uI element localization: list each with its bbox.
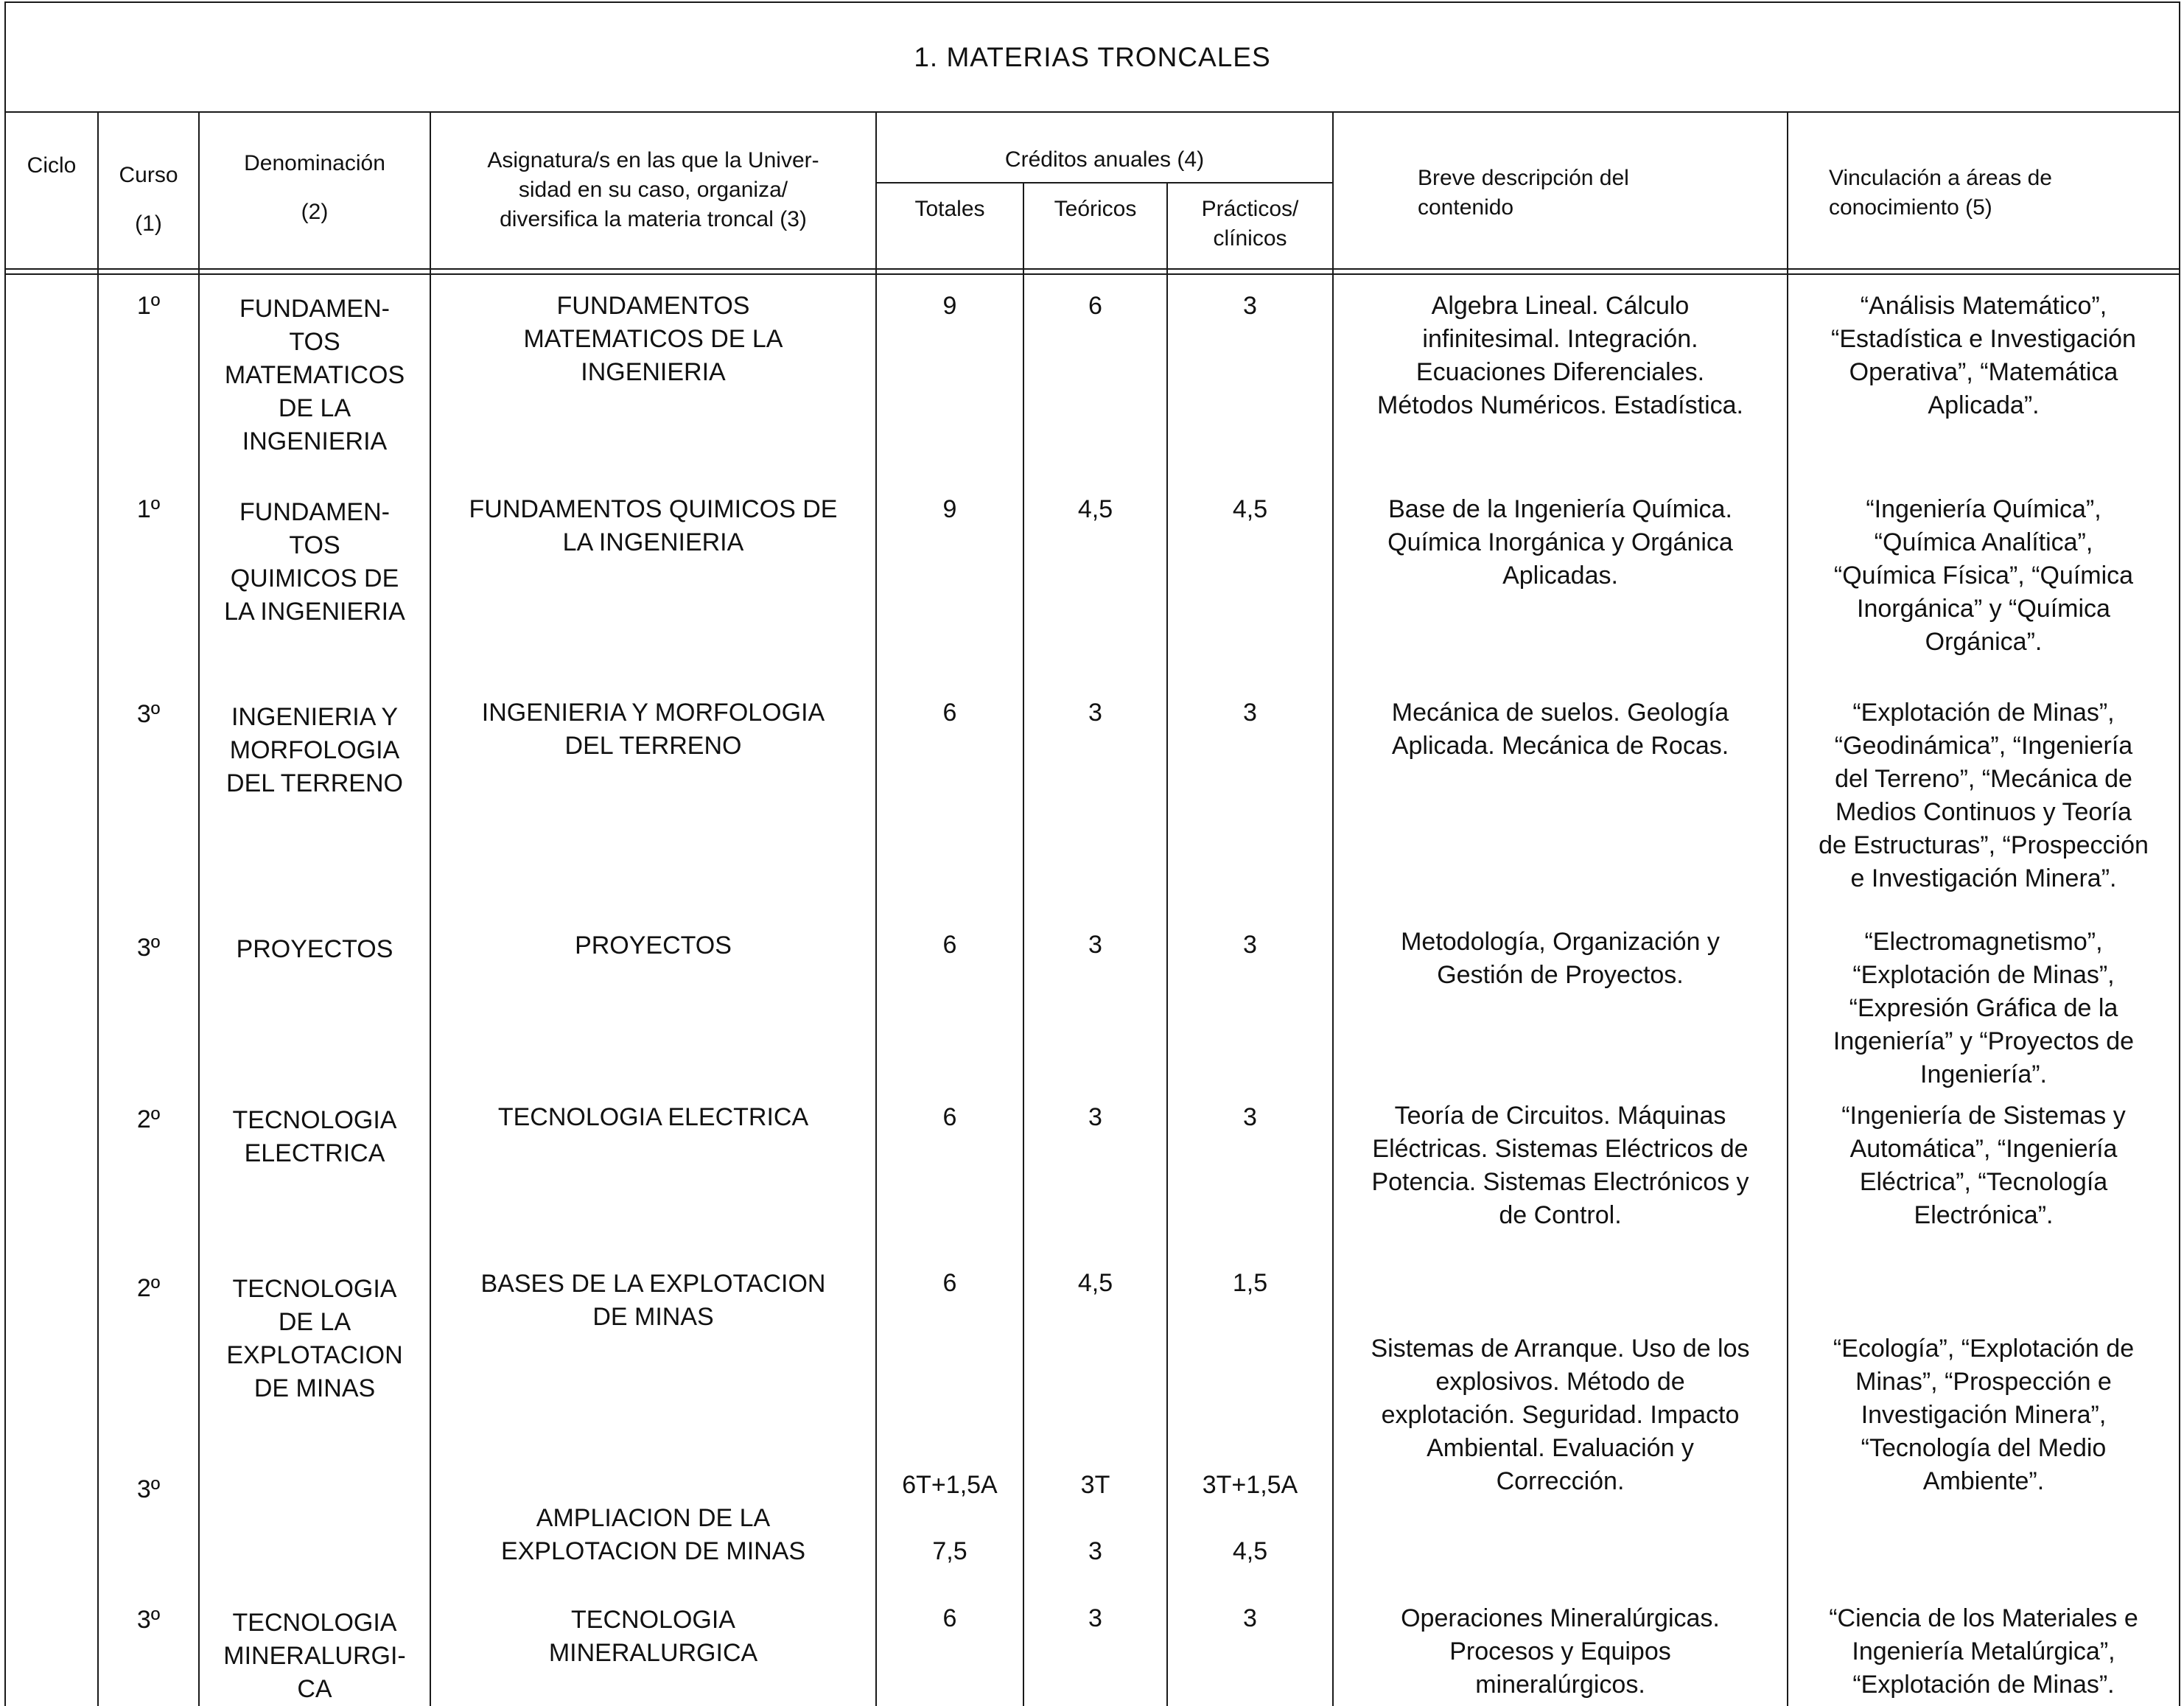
- cell-totales-sub: 6T+1,5A: [902, 1471, 998, 1499]
- cell-practicos-sub: 3T+1,5A: [1202, 1471, 1298, 1499]
- cell-practicos: 3: [1243, 931, 1257, 959]
- header-ciclo: Ciclo: [27, 153, 77, 178]
- cell-asignatura: TECNOLOGIA ELECTRICA: [497, 1103, 809, 1131]
- cell-teoricos: 6: [1088, 292, 1102, 320]
- cell-descripcion: Teoría de Circuitos. Máquinas Eléctricas. Sistemas Eléctricos de Potencia. Sistemas Electrónicos y de Control.: [1371, 1102, 1749, 1229]
- table-top-border: [4, 1, 2180, 3]
- cell-practicos: 3: [1243, 699, 1257, 727]
- cell-asignatura: FUNDAMENTOS MATEMATICOS DE LA INGENIERIA: [523, 292, 783, 386]
- cell-denominacion: PROYECTOS: [236, 935, 393, 963]
- cell-denominacion: TECNOLOGIA DE LA EXPLOTACION DE MINAS: [226, 1275, 403, 1402]
- cell-descripcion: Base de la Ingeniería Química. Química Inorgánica y Orgánica Aplicadas.: [1387, 495, 1733, 590]
- cell-teoricos-sub: 3T: [1080, 1471, 1110, 1499]
- cell-curso-sub: 3º: [136, 1475, 161, 1503]
- cell-curso: 1º: [136, 292, 161, 320]
- cell-totales: 9: [942, 495, 957, 523]
- cell-teoricos: 3: [1088, 1103, 1102, 1131]
- table-right-border: [2179, 1, 2180, 1706]
- cell-teoricos: 3: [1088, 1604, 1102, 1632]
- cell-asignatura: INGENIERIA Y MORFOLOGIA DEL TERRENO: [481, 699, 825, 760]
- cell-curso: 2º: [136, 1105, 161, 1133]
- cell-teoricos-sub2: 3: [1088, 1537, 1102, 1565]
- cell-descripcion: Metodología, Organización y Gestión de Proyectos.: [1401, 928, 1720, 989]
- cell-practicos: 4,5: [1232, 495, 1268, 523]
- cell-teoricos: 3: [1088, 699, 1102, 727]
- cell-teoricos: 4,5: [1077, 495, 1113, 523]
- cell-descripcion: Operaciones Mineralúrgicas. Procesos y Equipos mineralúrgicos.: [1401, 1604, 1720, 1699]
- cell-practicos: 3: [1243, 1604, 1257, 1632]
- cell-totales: 9: [942, 292, 957, 320]
- cell-totales: 6: [942, 1604, 957, 1632]
- cell-descripcion: Mecánica de suelos. Geología Aplicada. Mecánica de Rocas.: [1391, 699, 1729, 760]
- header-denominacion: Denominación (2): [244, 151, 385, 224]
- cell-denominacion: FUNDAMEN- TOS QUIMICOS DE LA INGENIERIA: [224, 498, 405, 626]
- cell-practicos-sub2: 4,5: [1232, 1537, 1268, 1565]
- cell-curso: 3º: [136, 1606, 161, 1634]
- cell-descripcion: Algebra Lineal. Cálculo infinitesimal. Integración. Ecuaciones Diferenciales. Métodos Numéricos. Estadística.: [1377, 292, 1743, 419]
- cell-totales: 6: [942, 1103, 957, 1131]
- cell-curso: 1º: [136, 495, 161, 523]
- cell-vinculacion: “Ingeniería Química”, “Química Analítica”, “Química Física”, “Química Inorgánica” y “Química Orgánica”.: [1833, 495, 2134, 656]
- cell-vinculacion: “Ciencia de los Materiales e Ingeniería Metalúrgica”, “Explotación de Minas”.: [1829, 1604, 2138, 1699]
- cell-vinculacion: “Análisis Matemático”, “Estadística e Investigación Operativa”, “Matemática Aplicada”.: [1831, 292, 2136, 419]
- cell-totales: 6: [942, 1269, 957, 1297]
- title-bottom-border: [4, 111, 2180, 113]
- cell-asignatura: BASES DE LA EXPLOTACION DE MINAS: [480, 1270, 826, 1331]
- header-bottom-border: [4, 268, 2180, 270]
- cell-teoricos: 3: [1088, 931, 1102, 959]
- cell-denominacion: INGENIERIA Y MORFOLOGIA DEL TERRENO: [226, 703, 403, 797]
- cell-curso: 3º: [136, 934, 161, 962]
- cell-practicos: 3: [1243, 292, 1257, 320]
- cell-practicos: 1,5: [1232, 1269, 1268, 1297]
- cell-teoricos: 4,5: [1077, 1269, 1113, 1297]
- cell-vinculacion: “Explotación de Minas”, “Geodinámica”, “Ingeniería del Terreno”, “Mecánica de Medios Continuos y Teoría de Estructuras”, “Prospección e Investigación Minera”.: [1819, 699, 2149, 892]
- cell-practicos: 3: [1243, 1103, 1257, 1131]
- header-descripcion: Breve descripción del contenido: [1418, 166, 1629, 220]
- credits-subheader-border: [875, 182, 1332, 183]
- header-bottom-border-inner: [4, 273, 2180, 275]
- cell-totales-sub2: 7,5: [932, 1537, 967, 1565]
- cell-curso: 3º: [136, 700, 161, 728]
- cell-asignatura-sub: AMPLIACION DE LA EXPLOTACION DE MINAS: [500, 1504, 806, 1565]
- header-vinculacion: Vinculación a áreas de conocimiento (5): [1829, 166, 2052, 220]
- cell-asignatura: PROYECTOS: [575, 931, 732, 959]
- cell-totales: 6: [942, 931, 957, 959]
- header-totales: Totales: [914, 197, 985, 221]
- col-divider-ciclo: [97, 111, 99, 1706]
- cell-descripcion: Sistemas de Arranque. Uso de los explosivos. Método de explotación. Seguridad. Impacto Ambiental. Evaluación y Corrección.: [1371, 1335, 1750, 1495]
- cell-curso: 2º: [136, 1274, 161, 1302]
- table-title: 1. MATERIAS TRONCALES: [914, 42, 1271, 72]
- header-creditos: Créditos anuales (4): [1004, 147, 1205, 172]
- cell-totales: 6: [942, 699, 957, 727]
- header-practicos: Prácticos/ clínicos: [1201, 197, 1299, 251]
- col-divider-asignatura: [875, 111, 877, 1706]
- cell-vinculacion: “Electromagnetismo”, “Explotación de Minas”, “Expresión Gráfica de la Ingeniería” y “Proyectos de Ingeniería”.: [1833, 928, 2135, 1088]
- cell-asignatura: FUNDAMENTOS QUIMICOS DE LA INGENIERIA: [469, 495, 838, 556]
- header-asignaturas: Asignatura/s en las que la Univer- sidad en su caso, organiza/ diversifica la materia troncal (3): [487, 148, 819, 231]
- cell-vinculacion: “Ingeniería de Sistemas y Automática”, “Ingeniería Eléctrica”, “Tecnología Electrónica”.: [1841, 1102, 2126, 1229]
- cell-vinculacion: “Ecología”, “Explotación de Minas”, “Prospección e Investigación Minera”, “Tecnología del Medio Ambiente”.: [1833, 1335, 2135, 1495]
- header-teoricos: Teóricos: [1054, 197, 1137, 221]
- table-left-border: [4, 1, 6, 1706]
- cell-denominacion: TECNOLOGIA ELECTRICA: [232, 1106, 397, 1167]
- cell-denominacion: FUNDAMEN- TOS MATEMATICOS DE LA INGENIERIA: [224, 295, 405, 455]
- cell-denominacion: TECNOLOGIA MINERALURGI- CA: [223, 1609, 406, 1703]
- header-curso: Curso (1): [119, 163, 178, 236]
- cell-asignatura: TECNOLOGIA MINERALURGICA: [548, 1606, 758, 1667]
